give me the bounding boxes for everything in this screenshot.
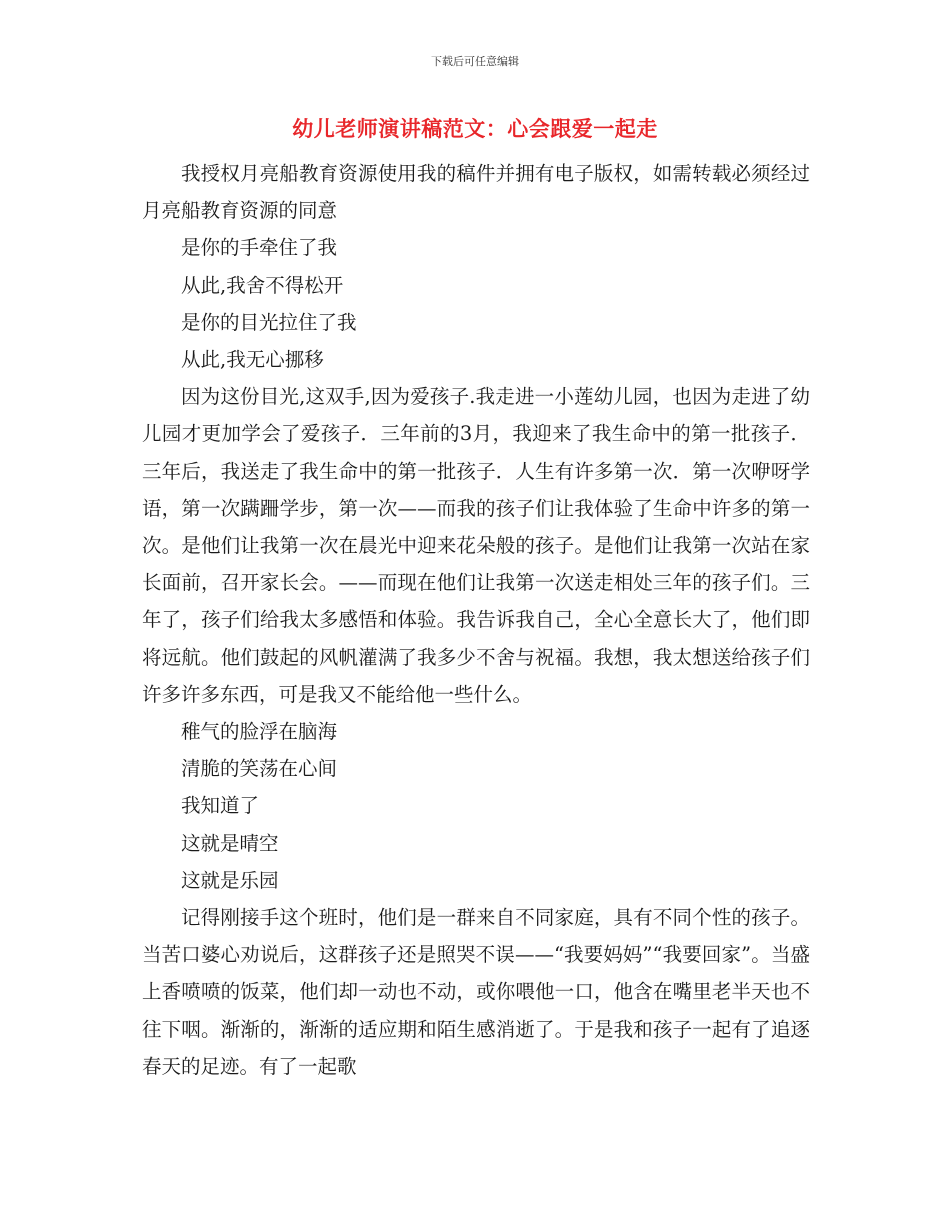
paragraph-body: 记得刚接手这个班时，他们是一群来自不同家庭，具有不同个性的孩子。当苦口婆心劝说后，这群孩子还是照哭不误——“我要妈妈”“我要回家”。当盛上香喷喷的饭菜，他们却一动也不动，或你喂他一口，他含在嘴里老半天也不往下咽。渐渐的，渐渐的适应期和陌生感消逝了。于是我和孩子一起有了追逐春天的足迹。有了一起歌 — [142, 906, 810, 1078]
paragraph-body: 因为这份目光,这双手,因为爱孩子.我走进一小莲幼儿园，也因为走进了幼儿园才更加学会了爱孩子．三年前的3月，我迎来了我生命中的第一批孩子．三年后，我送走了我生命中的第一批孩子．人生有许多第一次．第一次咿呀学语，第一次蹒跚学步，第一次——而我的孩子们让我体验了生命中许多的第一次。是他们让我第一次在晨光中迎来花朵般的孩子。是他们让我第一次站在家长面前，召开家长会。——而现在他们让我第一次送走相处三年的孩子们。三年了，孩子们给我太多感悟和体验。我告诉我自己，全心全意长大了，他们即将远航。他们鼓起的风帆灌满了我多少不舍与祝福。我想，我太想送给孩子们许多许多东西，可是我又不能给他一些什么。 — [142, 385, 810, 706]
verse-line: 这就是乐园 — [181, 868, 279, 892]
verse-line: 清脆的笑荡在心间 — [181, 757, 338, 781]
verse-line: 这就是晴空 — [181, 831, 279, 855]
paragraph-copyright: 我授权月亮船教育资源使用我的稿件并拥有电子版权，如需转载必须经过月亮船教育资源的同意 — [142, 162, 810, 223]
verse-line: 是你的手牵住了我 — [181, 236, 338, 260]
verse-line: 从此,我舍不得松开 — [181, 273, 344, 297]
header-note: 下载后可任意编辑 — [431, 55, 519, 68]
verse-line: 从此,我无心挪移 — [181, 348, 324, 372]
verse-line: 稚气的脸浮在脑海 — [181, 720, 338, 744]
verse-line: 我知道了 — [181, 794, 260, 818]
document-body — [142, 155, 810, 1085]
document-title: 幼儿老师演讲稿范文：心会跟爱一起走 — [292, 116, 658, 141]
verse-line: 是你的目光拉住了我 — [181, 310, 357, 334]
